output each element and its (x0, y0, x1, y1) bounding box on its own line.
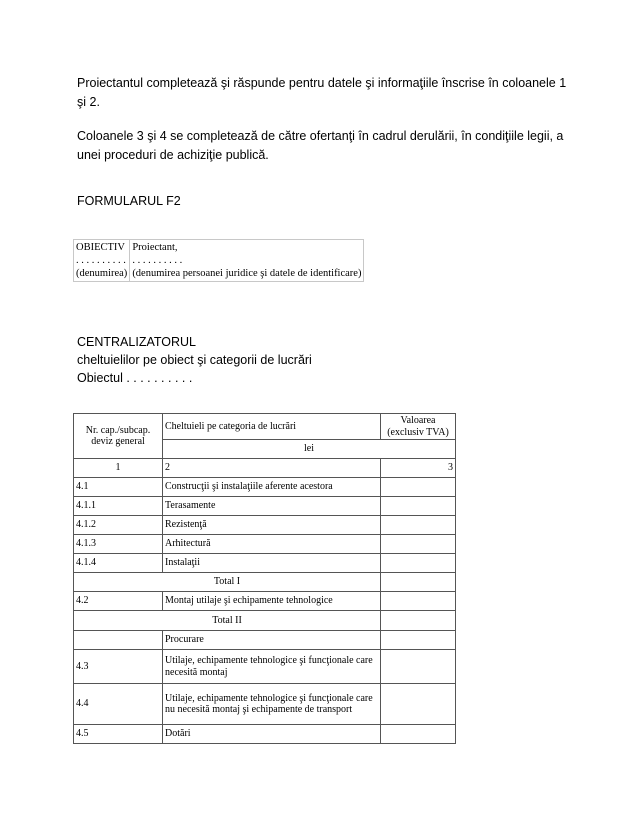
total-1-label: Total I (74, 573, 381, 592)
total-row (74, 573, 456, 592)
header-value: Valoarea (exclusiv TVA) (381, 414, 456, 440)
total-1-value-cell[interactable] (381, 573, 456, 592)
row-code: 4.1.1 (74, 497, 163, 516)
form-title: FORMULARUL F2 (77, 194, 181, 208)
row-value-cell[interactable] (381, 497, 456, 516)
row-value-cell[interactable] (381, 554, 456, 573)
column-number-2: 2 (163, 459, 381, 478)
table-row (74, 592, 456, 611)
expense-table (73, 413, 456, 744)
table-row (74, 725, 456, 744)
row-label: Utilaje, echipamente tehnologice şi funcţionale care necesită montaj (163, 650, 381, 684)
row-value-cell[interactable] (381, 725, 456, 744)
row-code: 4.1 (74, 478, 163, 497)
objective-box (73, 239, 364, 282)
objective-dots: . . . . . . . . . . (76, 255, 126, 266)
header-chapter: Nr. cap./subcap. deviz general (74, 414, 163, 459)
objective-cell (74, 240, 130, 282)
row-code: 4.1.2 (74, 516, 163, 535)
centralizer-title: CENTRALIZATORUL (77, 335, 197, 349)
row-code: 4.2 (74, 592, 163, 611)
row-code: 4.3 (74, 650, 163, 684)
row-code (74, 631, 163, 650)
intro-paragraph-2: Coloanele 3 şi 4 se completează de către ofertanţi în cadrul derulării, în condiţiile legii, a unei proceduri de achiziţie publică. (77, 129, 564, 162)
table-row (74, 497, 456, 516)
total-2-label: Total II (74, 611, 381, 631)
centralizer-heading (77, 333, 312, 387)
table-row (74, 650, 456, 684)
row-code: 4.1.4 (74, 554, 163, 573)
column-number-1: 1 (74, 459, 163, 478)
column-number-3: 3 (381, 459, 456, 478)
header-expenses: Cheltuieli pe categoria de lucrări (163, 414, 381, 440)
object-line: Obiectul . . . . . . . . . . (77, 371, 193, 385)
table-row (74, 478, 456, 497)
row-label: Arhitectură (163, 535, 381, 554)
row-label: Rezistenţă (163, 516, 381, 535)
row-value-cell[interactable] (381, 535, 456, 554)
table-row (74, 684, 456, 725)
row-code: 4.4 (74, 684, 163, 725)
row-label: Dotări (163, 725, 381, 744)
procurement-label: Procurare (163, 631, 381, 650)
designer-hint: (denumirea persoanei juridice şi datele de identificare) (132, 268, 362, 279)
designer-cell (130, 240, 364, 282)
objective-name-hint: (denumirea) (76, 268, 128, 279)
row-label: Construcţii şi instalaţiile aferente acestora (163, 478, 381, 497)
row-value-cell[interactable] (381, 478, 456, 497)
row-code: 4.5 (74, 725, 163, 744)
row-label: Montaj utilaje şi echipamente tehnologice (163, 592, 381, 611)
row-value-cell[interactable] (381, 592, 456, 611)
table-row (74, 535, 456, 554)
total-row (74, 611, 456, 631)
designer-label: Proiectant, (132, 242, 178, 253)
header-unit: lei (163, 440, 456, 459)
row-value-cell[interactable] (381, 516, 456, 535)
row-value-cell[interactable] (381, 684, 456, 725)
row-label: Instalaţii (163, 554, 381, 573)
row-code: 4.1.3 (74, 535, 163, 554)
row-label: Terasamente (163, 497, 381, 516)
table-row (74, 554, 456, 573)
table-row (74, 516, 456, 535)
designer-dots: . . . . . . . . . . (132, 255, 183, 266)
section-row (74, 631, 456, 650)
objective-label: OBIECTIV (76, 242, 125, 253)
intro-paragraph-1: Proiectantul completează şi răspunde pentru datele şi informaţiile înscrise în coloanele 1 şi 2. (77, 76, 567, 109)
row-value-cell[interactable] (381, 650, 456, 684)
row-value-cell[interactable] (381, 631, 456, 650)
row-label: Utilaje, echipamente tehnologice şi funcţionale care nu necesită montaj şi echipamente de transport (163, 684, 381, 725)
total-2-value-cell[interactable] (381, 611, 456, 631)
centralizer-subtitle: cheltuielilor pe obiect şi categorii de lucrări (77, 353, 312, 367)
